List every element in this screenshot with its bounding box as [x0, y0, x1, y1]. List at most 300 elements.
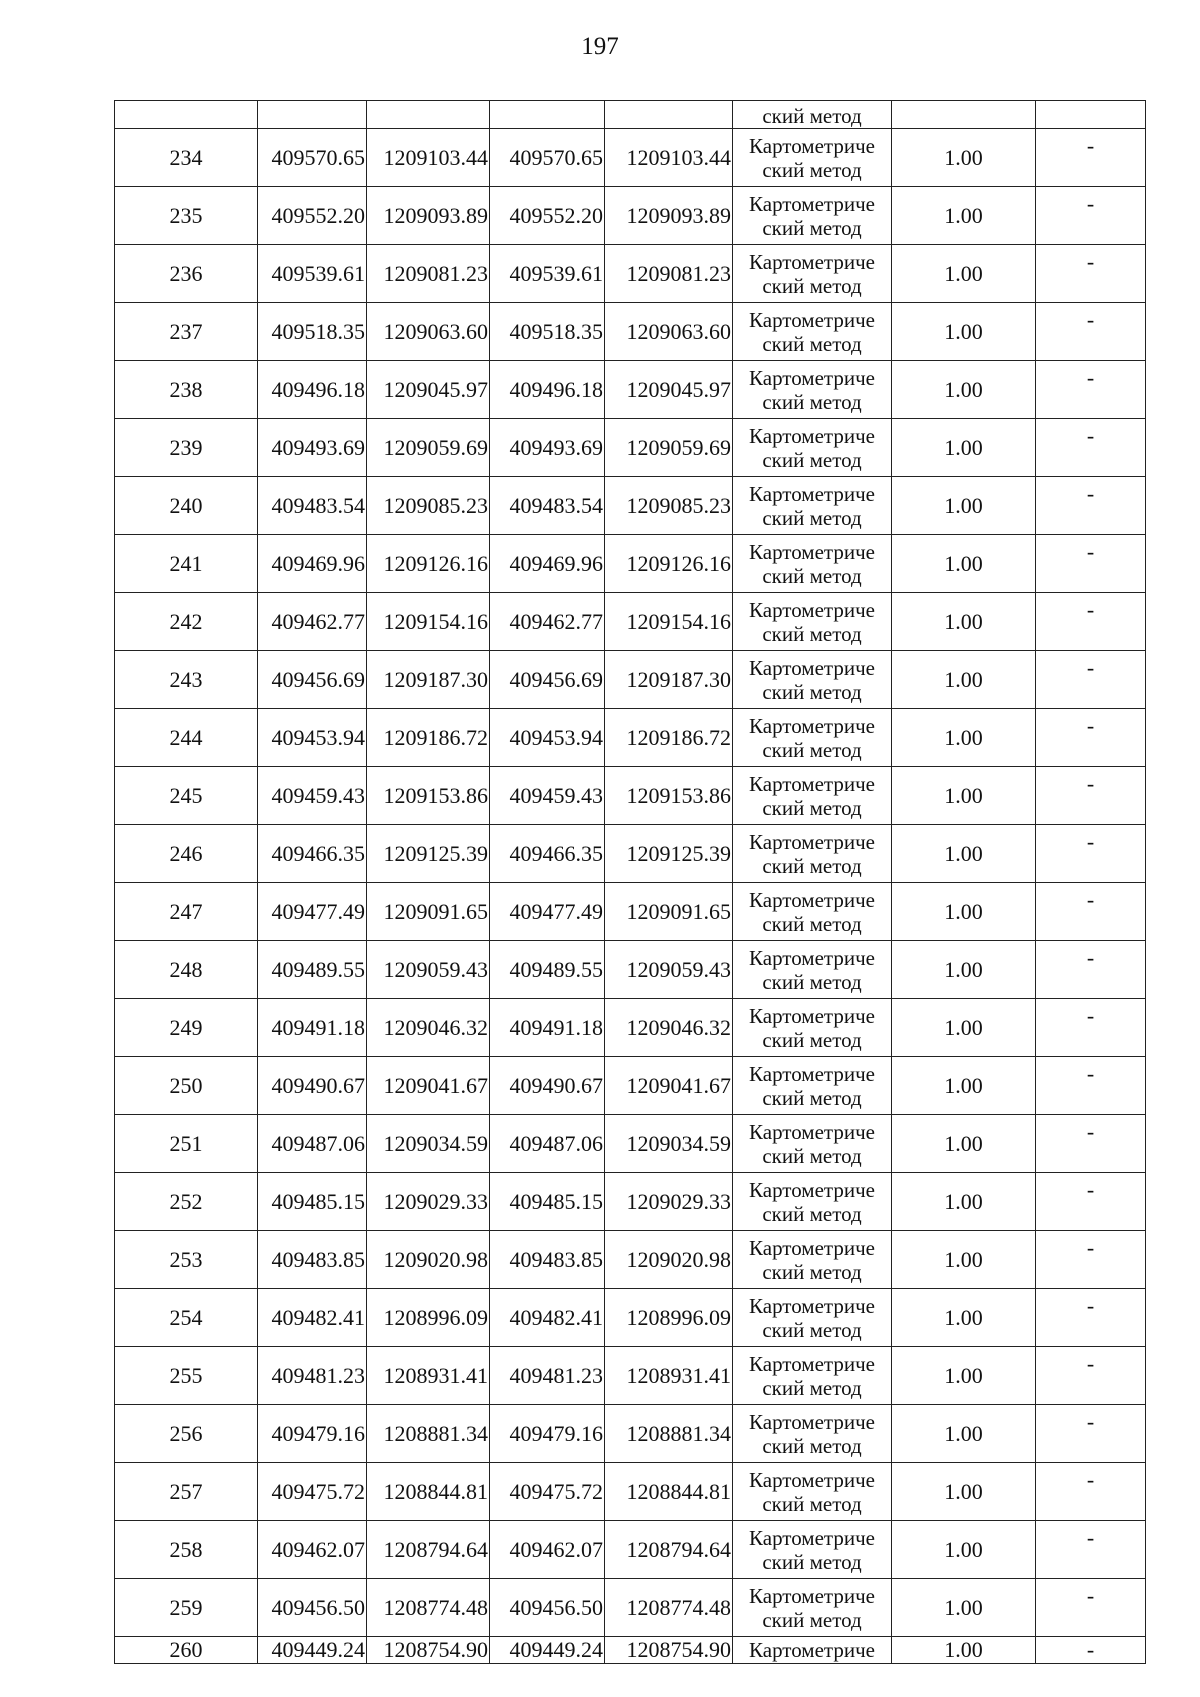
table-row — [115, 477, 1146, 535]
method-line-2: ский метод — [762, 215, 862, 240]
cell-note: - — [1036, 303, 1146, 361]
cell-x-new: 409482.41 — [490, 1289, 605, 1347]
method-line-1: Картометриче — [749, 481, 875, 506]
cell-accuracy: 1.00 — [892, 1521, 1036, 1579]
cell-y-existing: 1209081.23 — [367, 245, 490, 303]
cell-point-number: 237 — [115, 303, 258, 361]
cell-y-existing — [367, 101, 490, 129]
table-row — [115, 1521, 1146, 1579]
cell-x-existing: 409449.24 — [258, 1637, 367, 1664]
cell-x-new: 409481.23 — [490, 1347, 605, 1405]
cell-y-existing: 1208774.48 — [367, 1579, 490, 1637]
cell-accuracy: 1.00 — [892, 883, 1036, 941]
cell-x-new: 409456.69 — [490, 651, 605, 709]
cell-note: - — [1036, 825, 1146, 883]
cell-y-new: 1208931.41 — [605, 1347, 733, 1405]
cell-method — [733, 535, 892, 593]
cell-point-number: 245 — [115, 767, 258, 825]
cell-note: - — [1036, 1289, 1146, 1347]
table-row — [115, 1173, 1146, 1231]
cell-point-number: 260 — [115, 1637, 258, 1664]
table-row — [115, 651, 1146, 709]
cell-note: - — [1036, 883, 1146, 941]
cell-x-new: 409456.50 — [490, 1579, 605, 1637]
method-line-1: Картометриче — [749, 1119, 875, 1144]
cell-note: - — [1036, 1637, 1146, 1664]
table-row — [115, 1347, 1146, 1405]
cell-point-number: 255 — [115, 1347, 258, 1405]
cell-note: - — [1036, 1057, 1146, 1115]
cell-x-existing — [258, 101, 367, 129]
cell-y-existing: 1209034.59 — [367, 1115, 490, 1173]
cell-accuracy: 1.00 — [892, 825, 1036, 883]
cell-y-existing: 1209029.33 — [367, 1173, 490, 1231]
cell-y-existing: 1208754.90 — [367, 1637, 490, 1664]
method-line-2: ский метод — [762, 1433, 862, 1458]
cell-y-existing: 1209046.32 — [367, 999, 490, 1057]
cell-accuracy: 1.00 — [892, 1463, 1036, 1521]
cell-y-new: 1209063.60 — [605, 303, 733, 361]
table-row — [115, 709, 1146, 767]
cell-x-existing: 409487.06 — [258, 1115, 367, 1173]
cell-method — [733, 245, 892, 303]
cell-point-number: 258 — [115, 1521, 258, 1579]
method-line-2: ский метод — [762, 1491, 862, 1516]
cell-note: - — [1036, 1521, 1146, 1579]
cell-note: - — [1036, 419, 1146, 477]
cell-x-existing: 409539.61 — [258, 245, 367, 303]
cell-x-existing: 409485.15 — [258, 1173, 367, 1231]
cell-x-new: 409570.65 — [490, 129, 605, 187]
table-row — [115, 941, 1146, 999]
table-row-continuation — [115, 101, 1146, 129]
cell-x-existing: 409456.50 — [258, 1579, 367, 1637]
method-line-2: ский метод — [762, 331, 862, 356]
method-line-2: ский метод — [762, 795, 862, 820]
cell-y-new: 1209125.39 — [605, 825, 733, 883]
method-line-1: Картометриче — [749, 597, 875, 622]
cell-y-existing: 1209020.98 — [367, 1231, 490, 1289]
cell-note: - — [1036, 129, 1146, 187]
coordinates-table-body — [115, 101, 1146, 1664]
method-line-2: ский метод — [762, 621, 862, 646]
table-row — [115, 767, 1146, 825]
cell-y-new: 1209046.32 — [605, 999, 733, 1057]
cell-y-existing: 1209091.65 — [367, 883, 490, 941]
cell-note: - — [1036, 361, 1146, 419]
cell-point-number: 235 — [115, 187, 258, 245]
method-line-1: Картометриче — [749, 365, 875, 390]
cell-x-existing: 409493.69 — [258, 419, 367, 477]
cell-x-new: 409462.77 — [490, 593, 605, 651]
cell-method — [733, 477, 892, 535]
cell-y-existing: 1208881.34 — [367, 1405, 490, 1463]
cell-y-new: 1209153.86 — [605, 767, 733, 825]
cell-method — [733, 999, 892, 1057]
cell-point-number: 253 — [115, 1231, 258, 1289]
cell-y-existing: 1209059.43 — [367, 941, 490, 999]
cell-x-new: 409487.06 — [490, 1115, 605, 1173]
method-line-2: ский метод — [762, 737, 862, 762]
cell-point-number: 252 — [115, 1173, 258, 1231]
cell-y-new: 1209093.89 — [605, 187, 733, 245]
cell-accuracy: 1.00 — [892, 651, 1036, 709]
cell-accuracy: 1.00 — [892, 1173, 1036, 1231]
cell-method — [733, 419, 892, 477]
cell-note: - — [1036, 1115, 1146, 1173]
table-row — [115, 1057, 1146, 1115]
cell-x-new: 409518.35 — [490, 303, 605, 361]
cell-x-new — [490, 101, 605, 129]
table-row — [115, 187, 1146, 245]
cell-x-existing: 409469.96 — [258, 535, 367, 593]
cell-accuracy: 1.00 — [892, 535, 1036, 593]
cell-x-new: 409483.85 — [490, 1231, 605, 1289]
cell-note: - — [1036, 535, 1146, 593]
cell-accuracy: 1.00 — [892, 361, 1036, 419]
cell-x-new: 409490.67 — [490, 1057, 605, 1115]
cell-method — [733, 1579, 892, 1637]
method-line-1: Картометриче — [749, 713, 875, 738]
cell-method — [733, 941, 892, 999]
table-row — [115, 1463, 1146, 1521]
cell-note: - — [1036, 1579, 1146, 1637]
table-row — [115, 303, 1146, 361]
cell-point-number: 243 — [115, 651, 258, 709]
cell-point-number: 234 — [115, 129, 258, 187]
method-line-1: Картометриче — [749, 191, 875, 216]
method-line-2: ский метод — [762, 1027, 862, 1052]
method-line-1: Картометриче — [749, 1177, 875, 1202]
cell-accuracy: 1.00 — [892, 419, 1036, 477]
method-line-1: Картометриче — [749, 1467, 875, 1492]
cell-x-existing: 409456.69 — [258, 651, 367, 709]
cell-note: - — [1036, 1173, 1146, 1231]
cell-accuracy: 1.00 — [892, 709, 1036, 767]
cell-point-number: 249 — [115, 999, 258, 1057]
method-line-1: Картометриче — [749, 1525, 875, 1550]
cell-method — [733, 1173, 892, 1231]
cell-x-existing: 409552.20 — [258, 187, 367, 245]
cell-point-number: 257 — [115, 1463, 258, 1521]
cell-x-new: 409477.49 — [490, 883, 605, 941]
cell-point-number: 238 — [115, 361, 258, 419]
cell-method — [733, 883, 892, 941]
cell-x-new: 409449.24 — [490, 1637, 605, 1664]
cell-method — [733, 1463, 892, 1521]
cell-x-existing: 409570.65 — [258, 129, 367, 187]
cell-x-new: 409475.72 — [490, 1463, 605, 1521]
cell-method — [733, 593, 892, 651]
method-line-2: ский метод — [762, 1549, 862, 1574]
cell-y-existing: 1208931.41 — [367, 1347, 490, 1405]
cell-x-new: 409539.61 — [490, 245, 605, 303]
cell-point-number: 246 — [115, 825, 258, 883]
method-line-2: ский метод — [762, 1143, 862, 1168]
table-row — [115, 1115, 1146, 1173]
cell-accuracy: 1.00 — [892, 303, 1036, 361]
table-row-last — [115, 1637, 1146, 1664]
cell-y-existing: 1209125.39 — [367, 825, 490, 883]
method-line-1: Картометриче — [749, 249, 875, 274]
cell-method — [733, 767, 892, 825]
cell-x-existing: 409496.18 — [258, 361, 367, 419]
cell-point-number: 241 — [115, 535, 258, 593]
cell-method — [733, 1405, 892, 1463]
method-line-2: ский метод — [762, 1085, 862, 1110]
cell-y-existing: 1208996.09 — [367, 1289, 490, 1347]
cell-accuracy: 1.00 — [892, 999, 1036, 1057]
cell-x-existing: 409518.35 — [258, 303, 367, 361]
cell-y-new: 1209059.43 — [605, 941, 733, 999]
cell-y-new: 1209045.97 — [605, 361, 733, 419]
table-row — [115, 1405, 1146, 1463]
cell-point-number: 236 — [115, 245, 258, 303]
cell-accuracy: 1.00 — [892, 593, 1036, 651]
table-row — [115, 999, 1146, 1057]
cell-accuracy: 1.00 — [892, 187, 1036, 245]
cell-accuracy: 1.00 — [892, 1231, 1036, 1289]
cell-y-existing: 1209063.60 — [367, 303, 490, 361]
method-line-2: ский метод — [762, 1317, 862, 1342]
cell-note: - — [1036, 709, 1146, 767]
cell-x-existing: 409462.77 — [258, 593, 367, 651]
method-line-1: Картометриче — [749, 1583, 875, 1608]
cell-y-new: 1209059.69 — [605, 419, 733, 477]
cell-note: - — [1036, 651, 1146, 709]
cell-y-existing: 1208844.81 — [367, 1463, 490, 1521]
cell-y-new: 1209187.30 — [605, 651, 733, 709]
cell-note: - — [1036, 245, 1146, 303]
cell-x-new: 409469.96 — [490, 535, 605, 593]
cell-x-existing: 409483.54 — [258, 477, 367, 535]
cell-accuracy: 1.00 — [892, 1637, 1036, 1664]
cell-accuracy: 1.00 — [892, 245, 1036, 303]
cell-note: - — [1036, 1405, 1146, 1463]
cell-accuracy: 1.00 — [892, 1057, 1036, 1115]
method-line-1: Картометриче — [749, 1235, 875, 1260]
cell-method — [733, 129, 892, 187]
cell-x-new: 409552.20 — [490, 187, 605, 245]
table-row — [115, 593, 1146, 651]
cell-method — [733, 651, 892, 709]
cell-note: - — [1036, 767, 1146, 825]
cell-method — [733, 825, 892, 883]
cell-y-new: 1209154.16 — [605, 593, 733, 651]
cell-point-number: 239 — [115, 419, 258, 477]
cell-accuracy: 1.00 — [892, 129, 1036, 187]
cell-point-number — [115, 101, 258, 129]
method-line-1: Картометриче — [749, 307, 875, 332]
cell-y-new — [605, 101, 733, 129]
cell-point-number: 251 — [115, 1115, 258, 1173]
cell-y-new: 1209081.23 — [605, 245, 733, 303]
cell-x-new: 409483.54 — [490, 477, 605, 535]
method-line-1: Картометриче — [749, 887, 875, 912]
method-line-1: Картометриче — [749, 655, 875, 680]
cell-y-existing: 1209059.69 — [367, 419, 490, 477]
cell-y-new: 1209103.44 — [605, 129, 733, 187]
cell-x-existing: 409483.85 — [258, 1231, 367, 1289]
cell-x-existing: 409459.43 — [258, 767, 367, 825]
cell-x-new: 409462.07 — [490, 1521, 605, 1579]
cell-point-number: 240 — [115, 477, 258, 535]
cell-y-new: 1208996.09 — [605, 1289, 733, 1347]
table-row — [115, 129, 1146, 187]
cell-y-existing: 1209153.86 — [367, 767, 490, 825]
cell-x-existing: 409475.72 — [258, 1463, 367, 1521]
cell-y-existing: 1209187.30 — [367, 651, 490, 709]
cell-y-existing: 1209126.16 — [367, 535, 490, 593]
cell-y-existing: 1209045.97 — [367, 361, 490, 419]
method-line-1: Картометриче — [749, 133, 875, 158]
cell-point-number: 254 — [115, 1289, 258, 1347]
cell-x-existing: 409489.55 — [258, 941, 367, 999]
method-line-1: Картометриче — [749, 829, 875, 854]
method-line-2: ский метод — [762, 911, 862, 936]
table-row — [115, 245, 1146, 303]
method-line-1: Картометриче — [749, 539, 875, 564]
cell-y-new: 1209186.72 — [605, 709, 733, 767]
method-line-2: ский метод — [762, 447, 862, 472]
cell-x-existing: 409481.23 — [258, 1347, 367, 1405]
cell-accuracy: 1.00 — [892, 477, 1036, 535]
method-line-1: Картометриче — [749, 1003, 875, 1028]
method-line-2: ский метод — [762, 273, 862, 298]
cell-y-new: 1209041.67 — [605, 1057, 733, 1115]
cell-y-existing: 1208794.64 — [367, 1521, 490, 1579]
method-line-2: ский метод — [762, 1201, 862, 1226]
cell-y-new: 1209029.33 — [605, 1173, 733, 1231]
method-line-1: Картометриче — [749, 1293, 875, 1318]
cell-method — [733, 1057, 892, 1115]
cell-note: - — [1036, 1231, 1146, 1289]
table-row — [115, 883, 1146, 941]
method-line-1: Картометриче — [749, 771, 875, 796]
cell-y-new: 1209085.23 — [605, 477, 733, 535]
cell-note: - — [1036, 593, 1146, 651]
method-line-2: ский метод — [762, 1259, 862, 1284]
method-line-2: ский метод — [762, 157, 862, 182]
cell-y-new: 1208754.90 — [605, 1637, 733, 1664]
cell-x-new: 409466.35 — [490, 825, 605, 883]
cell-accuracy: 1.00 — [892, 1289, 1036, 1347]
cell-y-existing: 1209103.44 — [367, 129, 490, 187]
cell-x-existing: 409482.41 — [258, 1289, 367, 1347]
cell-accuracy: 1.00 — [892, 767, 1036, 825]
table-row — [115, 825, 1146, 883]
cell-x-existing: 409491.18 — [258, 999, 367, 1057]
cell-note: - — [1036, 187, 1146, 245]
cell-x-existing: 409490.67 — [258, 1057, 367, 1115]
cell-y-new: 1208794.64 — [605, 1521, 733, 1579]
method-line-1: Картометриче — [749, 1409, 875, 1434]
cell-note: - — [1036, 1347, 1146, 1405]
cell-point-number: 250 — [115, 1057, 258, 1115]
method-line-2: ский метод — [762, 389, 862, 414]
cell-method — [733, 187, 892, 245]
cell-y-new: 1209091.65 — [605, 883, 733, 941]
table-row — [115, 361, 1146, 419]
cell-y-existing: 1209154.16 — [367, 593, 490, 651]
method-line-2: ский метод — [762, 1375, 862, 1400]
cell-accuracy: 1.00 — [892, 1347, 1036, 1405]
cell-point-number: 242 — [115, 593, 258, 651]
cell-y-new: 1209034.59 — [605, 1115, 733, 1173]
cell-x-existing: 409453.94 — [258, 709, 367, 767]
cell-x-new: 409453.94 — [490, 709, 605, 767]
cell-x-new: 409489.55 — [490, 941, 605, 999]
method-line-2: ский метод — [762, 505, 862, 530]
cell-point-number: 244 — [115, 709, 258, 767]
cell-accuracy — [892, 101, 1036, 129]
cell-y-existing: 1209093.89 — [367, 187, 490, 245]
cell-method — [733, 361, 892, 419]
cell-note: - — [1036, 477, 1146, 535]
method-line-2: ский метод — [762, 969, 862, 994]
cell-y-new: 1208774.48 — [605, 1579, 733, 1637]
method-line-2: ский метод — [762, 1607, 862, 1632]
cell-method — [733, 709, 892, 767]
cell-note: - — [1036, 999, 1146, 1057]
table-row — [115, 535, 1146, 593]
cell-x-existing: 409466.35 — [258, 825, 367, 883]
cell-x-new: 409496.18 — [490, 361, 605, 419]
cell-method — [733, 1231, 892, 1289]
cell-point-number: 248 — [115, 941, 258, 999]
cell-x-new: 409485.15 — [490, 1173, 605, 1231]
cell-x-existing: 409477.49 — [258, 883, 367, 941]
cell-method: Картометриче — [733, 1637, 892, 1664]
method-line-1: Картометриче — [749, 423, 875, 448]
cell-method — [733, 1347, 892, 1405]
method-line-1: Картометриче — [749, 1061, 875, 1086]
cell-note: - — [1036, 941, 1146, 999]
cell-y-existing: 1209085.23 — [367, 477, 490, 535]
table-row — [115, 1231, 1146, 1289]
method-line-1: Картометриче — [749, 1351, 875, 1376]
table-row — [115, 1579, 1146, 1637]
method-line-2: ский метод — [762, 679, 862, 704]
cell-accuracy: 1.00 — [892, 941, 1036, 999]
cell-note: - — [1036, 1463, 1146, 1521]
cell-accuracy: 1.00 — [892, 1579, 1036, 1637]
cell-method — [733, 1115, 892, 1173]
cell-y-new: 1208844.81 — [605, 1463, 733, 1521]
method-line-2: ский метод — [762, 853, 862, 878]
cell-point-number: 259 — [115, 1579, 258, 1637]
cell-x-new: 409479.16 — [490, 1405, 605, 1463]
cell-x-existing: 409462.07 — [258, 1521, 367, 1579]
cell-y-new: 1209126.16 — [605, 535, 733, 593]
cell-note — [1036, 101, 1146, 129]
cell-method: ский метод — [733, 101, 892, 129]
cell-x-new: 409459.43 — [490, 767, 605, 825]
method-line-2: ский метод — [762, 563, 862, 588]
method-line-1: Картометриче — [749, 945, 875, 970]
cell-accuracy: 1.00 — [892, 1115, 1036, 1173]
cell-x-existing: 409479.16 — [258, 1405, 367, 1463]
page-number: 197 — [581, 33, 619, 60]
cell-point-number: 256 — [115, 1405, 258, 1463]
cell-method — [733, 1289, 892, 1347]
table-row — [115, 1289, 1146, 1347]
cell-y-existing: 1209041.67 — [367, 1057, 490, 1115]
cell-y-new: 1208881.34 — [605, 1405, 733, 1463]
cell-x-new: 409491.18 — [490, 999, 605, 1057]
cell-y-existing: 1209186.72 — [367, 709, 490, 767]
table-row — [115, 419, 1146, 477]
